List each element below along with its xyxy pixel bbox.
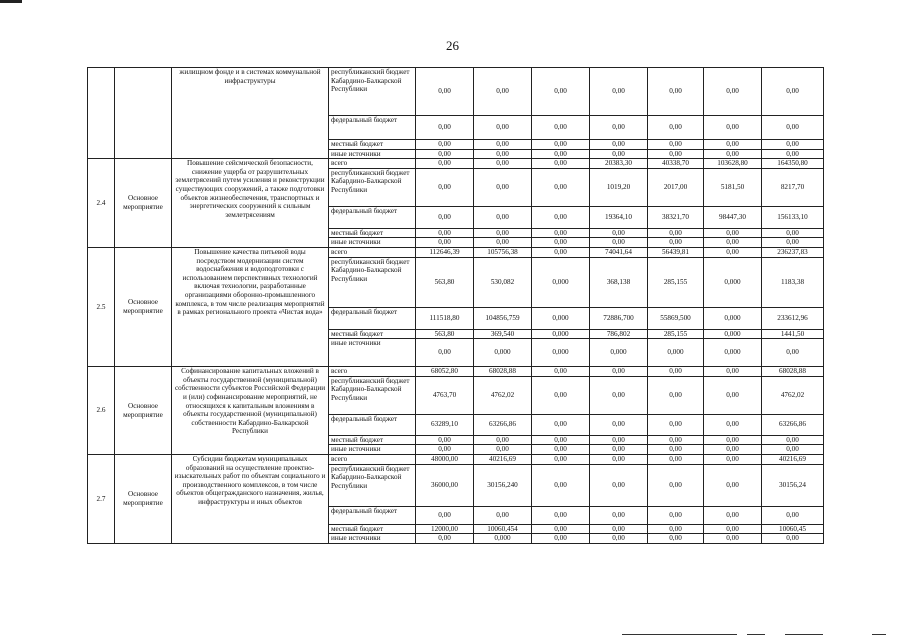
amount-cell: 0,00: [590, 376, 648, 414]
amount-cell: 104856,759: [474, 307, 532, 329]
amount-cell: 0,00: [416, 149, 474, 159]
amount-cell: 285,155: [648, 329, 704, 339]
amount-cell: 0,00: [416, 506, 474, 524]
funding-source: федеральный бюджет: [329, 506, 416, 524]
amount-cell: 0,00: [762, 339, 824, 367]
amount-cell: 0,000: [648, 339, 704, 367]
amount-cell: 0,00: [590, 68, 648, 116]
amount-cell: 98447,30: [704, 206, 762, 228]
amount-cell: 0,00: [590, 228, 648, 238]
amount-cell: 0,00: [648, 149, 704, 159]
amount-cell: 0,00: [416, 168, 474, 206]
amount-cell: 0,00: [416, 534, 474, 544]
amount-cell: 40216,69: [474, 454, 532, 464]
amount-cell: 2017,00: [648, 168, 704, 206]
amount-cell: 233612,96: [762, 307, 824, 329]
amount-cell: 0,00: [762, 149, 824, 159]
item-number: 2.5: [88, 247, 115, 366]
amount-cell: 63266,86: [762, 414, 824, 435]
amount-cell: 40216,69: [762, 454, 824, 464]
amount-cell: 12000,00: [416, 524, 474, 534]
amount-cell: 1019,20: [590, 168, 648, 206]
scan-edge-mark: [0, 0, 22, 3]
amount-cell: 0,00: [590, 445, 648, 455]
amount-cell: 0,00: [648, 454, 704, 464]
amount-cell: 164350,80: [762, 159, 824, 169]
item-type: [115, 68, 172, 159]
amount-cell: 0,00: [704, 454, 762, 464]
funding-source: всего: [329, 454, 416, 464]
amount-cell: 0,00: [704, 534, 762, 544]
funding-source: республиканский бюджет Кабардино-Балкарской Республики: [329, 257, 416, 307]
amount-cell: 30156,240: [474, 464, 532, 506]
footer-rule: [747, 634, 765, 635]
amount-cell: 40338,70: [648, 159, 704, 169]
amount-cell: 103628,80: [704, 159, 762, 169]
amount-cell: 0,00: [532, 445, 590, 455]
amount-cell: 68028,88: [474, 367, 532, 377]
amount-cell: 0,00: [532, 367, 590, 377]
amount-cell: 563,80: [416, 257, 474, 307]
amount-cell: 74041,64: [590, 247, 648, 257]
amount-cell: 368,138: [590, 257, 648, 307]
item-description: жилищном фонде и в системах коммунальной инфраструктуры: [172, 68, 329, 159]
amount-cell: 530,082: [474, 257, 532, 307]
funding-source: федеральный бюджет: [329, 116, 416, 140]
amount-cell: 0,00: [474, 149, 532, 159]
amount-cell: 0,00: [762, 68, 824, 116]
amount-cell: 55869,500: [648, 307, 704, 329]
amount-cell: 0,00: [532, 376, 590, 414]
amount-cell: 0,00: [532, 435, 590, 445]
amount-cell: 63289,10: [416, 414, 474, 435]
amount-cell: 0,000: [532, 307, 590, 329]
amount-cell: 0,00: [590, 149, 648, 159]
amount-cell: 0,00: [416, 159, 474, 169]
amount-cell: 0,00: [590, 414, 648, 435]
amount-cell: 0,00: [762, 445, 824, 455]
amount-cell: 0,00: [474, 159, 532, 169]
amount-cell: 0,00: [704, 506, 762, 524]
amount-cell: 0,000: [704, 257, 762, 307]
funding-source: иные источники: [329, 534, 416, 544]
amount-cell: 0,000: [704, 329, 762, 339]
amount-cell: 0,00: [532, 116, 590, 140]
funding-source: федеральный бюджет: [329, 414, 416, 435]
amount-cell: 1183,38: [762, 257, 824, 307]
amount-cell: 30156,24: [762, 464, 824, 506]
amount-cell: 0,00: [416, 339, 474, 367]
amount-cell: 0,00: [704, 435, 762, 445]
funding-source: иные источники: [329, 445, 416, 455]
amount-cell: 0,00: [416, 140, 474, 150]
amount-cell: 0,00: [762, 228, 824, 238]
funding-source: всего: [329, 367, 416, 377]
amount-cell: 0,00: [532, 228, 590, 238]
amount-cell: 48000,00: [416, 454, 474, 464]
amount-cell: 0,00: [704, 238, 762, 248]
funding-source: иные источники: [329, 149, 416, 159]
amount-cell: 0,00: [532, 454, 590, 464]
amount-cell: 0,00: [704, 376, 762, 414]
amount-cell: 0,00: [590, 435, 648, 445]
amount-cell: 68052,80: [416, 367, 474, 377]
funding-source: местный бюджет: [329, 329, 416, 339]
amount-cell: 0,00: [532, 414, 590, 435]
amount-cell: 38321,70: [648, 206, 704, 228]
table-row: [88, 68, 824, 116]
amount-cell: 0,00: [762, 116, 824, 140]
amount-cell: 0,00: [648, 228, 704, 238]
amount-cell: 0,00: [648, 116, 704, 140]
amount-cell: 0,00: [532, 464, 590, 506]
item-type: Основное мероприятие: [115, 367, 172, 455]
amount-cell: 0,00: [532, 206, 590, 228]
amount-cell: 0,00: [532, 247, 590, 257]
amount-cell: 236237,83: [762, 247, 824, 257]
table-row: [88, 454, 824, 464]
budget-table: [87, 67, 824, 544]
amount-cell: 0,00: [704, 524, 762, 534]
amount-cell: 0,00: [416, 435, 474, 445]
funding-source: республиканский бюджет Кабардино-Балкарской Республики: [329, 168, 416, 206]
item-number: 2.4: [88, 159, 115, 248]
amount-cell: 0,00: [648, 414, 704, 435]
funding-source: федеральный бюджет: [329, 206, 416, 228]
amount-cell: 285,155: [648, 257, 704, 307]
amount-cell: 0,00: [648, 376, 704, 414]
amount-cell: 369,540: [474, 329, 532, 339]
amount-cell: 0,00: [416, 116, 474, 140]
funding-source: республиканский бюджет Кабардино-Балкарской Республики: [329, 68, 416, 116]
item-number: 2.6: [88, 367, 115, 455]
amount-cell: 0,000: [532, 339, 590, 367]
amount-cell: 0,00: [416, 206, 474, 228]
item-description: Софинансирование капитальных вложений в объекты государственной (муниципальной) собственности субъектов Российской Федерации и (или) софинансирование мероприятий, не относящихся к капитальным вложениям в объекты государственной (муниципальной) собственности Кабардино-Балкарской Республики: [172, 367, 329, 455]
amount-cell: 0,00: [590, 140, 648, 150]
amount-cell: 0,00: [474, 445, 532, 455]
funding-source: республиканский бюджет Кабардино-Балкарской Республики: [329, 464, 416, 506]
amount-cell: 68028,88: [762, 367, 824, 377]
amount-cell: 72886,700: [590, 307, 648, 329]
amount-cell: 156133,10: [762, 206, 824, 228]
amount-cell: 0,00: [762, 140, 824, 150]
table-row: [88, 367, 824, 377]
amount-cell: 0,000: [532, 329, 590, 339]
amount-cell: 0,00: [648, 68, 704, 116]
footer-rule: [622, 634, 737, 635]
amount-cell: 0,00: [590, 367, 648, 377]
amount-cell: 0,00: [532, 524, 590, 534]
amount-cell: 0,000: [474, 339, 532, 367]
amount-cell: 0,00: [590, 534, 648, 544]
amount-cell: 0,00: [704, 367, 762, 377]
amount-cell: 0,00: [648, 140, 704, 150]
amount-cell: 8217,70: [762, 168, 824, 206]
amount-cell: 786,802: [590, 329, 648, 339]
item-type: Основное мероприятие: [115, 454, 172, 543]
amount-cell: 4762,02: [474, 376, 532, 414]
amount-cell: 0,000: [704, 307, 762, 329]
amount-cell: 56439,81: [648, 247, 704, 257]
amount-cell: 0,00: [590, 116, 648, 140]
amount-cell: 0,00: [762, 435, 824, 445]
amount-cell: 0,00: [648, 534, 704, 544]
item-description: Повышение сейсмической безопасности, снижение ущерба от разрушительных землетрясений путем усиления и реконструкции существующих сооружений, а также подготовки объектов жизнеобеспечения, транспортных и энергетических сооружений к сильным землетрясениям: [172, 159, 329, 248]
amount-cell: 0,00: [474, 140, 532, 150]
amount-cell: 0,00: [532, 238, 590, 248]
amount-cell: 1441,50: [762, 329, 824, 339]
amount-cell: 0,00: [416, 238, 474, 248]
funding-source: местный бюджет: [329, 524, 416, 534]
amount-cell: 36000,00: [416, 464, 474, 506]
amount-cell: 0,00: [704, 247, 762, 257]
amount-cell: 0,00: [648, 367, 704, 377]
amount-cell: 10060,454: [474, 524, 532, 534]
amount-cell: 0,00: [590, 238, 648, 248]
amount-cell: 0,00: [648, 238, 704, 248]
amount-cell: 112646,39: [416, 247, 474, 257]
amount-cell: 0,00: [762, 534, 824, 544]
amount-cell: 0,000: [704, 339, 762, 367]
amount-cell: 0,00: [704, 228, 762, 238]
funding-source: иные источники: [329, 238, 416, 248]
amount-cell: 0,00: [704, 149, 762, 159]
amount-cell: 0,000: [474, 534, 532, 544]
funding-source: местный бюджет: [329, 228, 416, 238]
amount-cell: 0,00: [704, 140, 762, 150]
item-type: Основное мероприятие: [115, 159, 172, 248]
amount-cell: 4763,70: [416, 376, 474, 414]
amount-cell: 0,00: [474, 206, 532, 228]
amount-cell: 0,00: [532, 159, 590, 169]
amount-cell: 0,00: [532, 140, 590, 150]
amount-cell: 0,00: [762, 238, 824, 248]
amount-cell: 0,00: [648, 464, 704, 506]
amount-cell: 0,00: [590, 454, 648, 464]
amount-cell: 0,00: [474, 506, 532, 524]
amount-cell: 0,00: [474, 116, 532, 140]
table-row: [88, 247, 824, 257]
amount-cell: 0,00: [474, 435, 532, 445]
funding-source: федеральный бюджет: [329, 307, 416, 329]
item-number: [88, 68, 115, 159]
amount-cell: 0,00: [474, 168, 532, 206]
amount-cell: 0,00: [532, 168, 590, 206]
amount-cell: 19364,10: [590, 206, 648, 228]
amount-cell: 0,00: [590, 524, 648, 534]
amount-cell: 5181,50: [704, 168, 762, 206]
funding-source: республиканский бюджет Кабардино-Балкарской Республики: [329, 376, 416, 414]
table-row: [88, 159, 824, 169]
amount-cell: 0,00: [416, 228, 474, 238]
item-description: Повышение качества питьевой воды посредством модернизации систем водоснабжения и водоподготовки с использованием перспективных технологий включая технологии, разработанные организациями оборонно-промышленного комплекса, в том числе реализация мероприятий в рамках регионального проекта «Чистая вода»: [172, 247, 329, 366]
amount-cell: 4762,02: [762, 376, 824, 414]
funding-source: местный бюджет: [329, 140, 416, 150]
amount-cell: 0,00: [648, 524, 704, 534]
item-description: Субсидии бюджетам муниципальных образований на осуществление проектно-изыскательных работ по объектам социального и производственного комплексов, в том числе объектов общегражданского назначения, жилья, инфраструктуры и иных объектов: [172, 454, 329, 543]
amount-cell: 0,00: [648, 435, 704, 445]
amount-cell: 10060,45: [762, 524, 824, 534]
amount-cell: 0,00: [648, 506, 704, 524]
amount-cell: 0,00: [416, 68, 474, 116]
amount-cell: 0,00: [648, 445, 704, 455]
amount-cell: 0,00: [474, 228, 532, 238]
item-number: 2.7: [88, 454, 115, 543]
amount-cell: 0,00: [532, 68, 590, 116]
amount-cell: 0,00: [532, 149, 590, 159]
amount-cell: 0,00: [532, 534, 590, 544]
funding-source: местный бюджет: [329, 435, 416, 445]
page-number: 26: [446, 38, 459, 53]
item-type: Основное мероприятие: [115, 247, 172, 366]
amount-cell: 0,00: [416, 445, 474, 455]
amount-cell: 0,000: [590, 339, 648, 367]
amount-cell: 0,00: [590, 464, 648, 506]
amount-cell: 0,00: [762, 506, 824, 524]
amount-cell: 0,00: [590, 506, 648, 524]
funding-source: иные источники: [329, 339, 416, 367]
amount-cell: 0,00: [704, 116, 762, 140]
amount-cell: 0,00: [474, 68, 532, 116]
amount-cell: 563,80: [416, 329, 474, 339]
amount-cell: 0,00: [704, 414, 762, 435]
funding-source: всего: [329, 159, 416, 169]
amount-cell: 0,00: [532, 506, 590, 524]
amount-cell: 0,000: [532, 257, 590, 307]
amount-cell: 0,00: [704, 464, 762, 506]
amount-cell: 105756,38: [474, 247, 532, 257]
amount-cell: 0,00: [704, 68, 762, 116]
footer-rule: [872, 634, 886, 635]
amount-cell: 63266,86: [474, 414, 532, 435]
footer-rule: [785, 634, 823, 635]
funding-source: всего: [329, 247, 416, 257]
amount-cell: 20383,30: [590, 159, 648, 169]
amount-cell: 0,00: [704, 445, 762, 455]
amount-cell: 0,00: [474, 238, 532, 248]
amount-cell: 111518,80: [416, 307, 474, 329]
